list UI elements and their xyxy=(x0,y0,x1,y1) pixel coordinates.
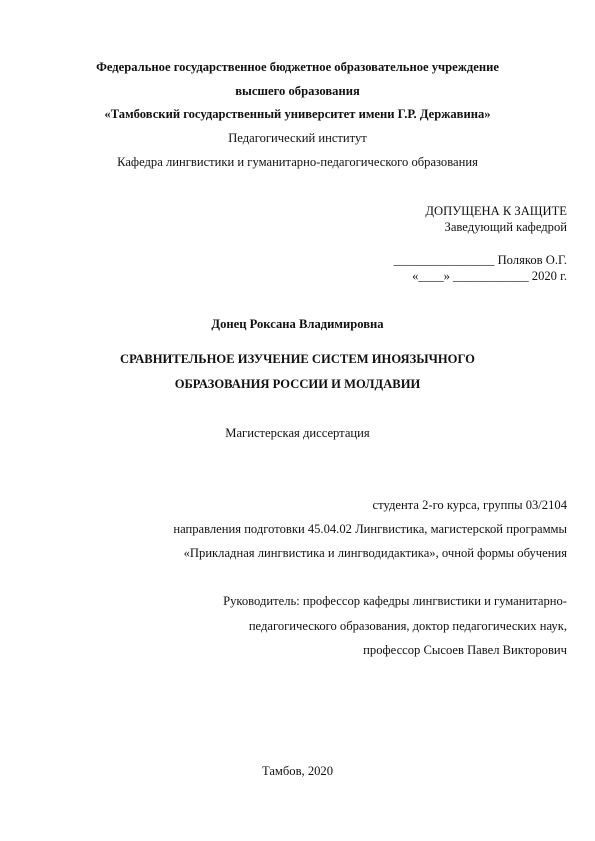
student-line-1: студента 2-го курса, группы 03/2104 xyxy=(372,498,567,512)
approval-date-line: «____» ____________ 2020 г. xyxy=(412,269,567,283)
supervisor-line-3: профессор Сысоев Павел Викторович xyxy=(363,643,567,657)
university-name: «Тамбовский государственный университет имени Г.Р. Державина» xyxy=(104,107,491,121)
work-type: Магистерская диссертация xyxy=(225,426,370,440)
author-name: Донец Роксана Владимировна xyxy=(211,317,384,331)
student-line-2: направления подготовки 45.04.02 Лингвистика, магистерской программы xyxy=(173,522,567,536)
institution-line-2: высшего образования xyxy=(235,84,360,98)
approval-title: ДОПУЩЕНА К ЗАЩИТЕ xyxy=(425,204,567,218)
supervisor-line-1: Руководитель: профессор кафедры лингвистики и гуманитарно- xyxy=(223,594,567,608)
city-year: Тамбов, 2020 xyxy=(261,764,334,778)
institution-line-1: Федеральное государственное бюджетное образовательное учреждение xyxy=(96,60,499,74)
student-line-3: «Прикладная лингвистика и лингводидактика», очной формы обучения xyxy=(183,546,567,560)
department-name: Кафедра лингвистики и гуманитарно-педагогического образования xyxy=(117,155,478,169)
approval-role: Заведующий кафедрой xyxy=(444,220,567,234)
thesis-title-line-2: ОБРАЗОВАНИЯ РОССИИ И МОЛДАВИИ xyxy=(174,377,421,391)
supervisor-line-2: педагогического образования, доктор педагогических наук, xyxy=(248,619,567,633)
approval-signature-line: ________________ Поляков О.Г. xyxy=(393,253,567,267)
thesis-title-line-1: СРАВНИТЕЛЬНОЕ ИЗУЧЕНИЕ СИСТЕМ ИНОЯЗЫЧНОГО xyxy=(120,352,475,366)
institute-name: Педагогический институт xyxy=(228,131,367,145)
